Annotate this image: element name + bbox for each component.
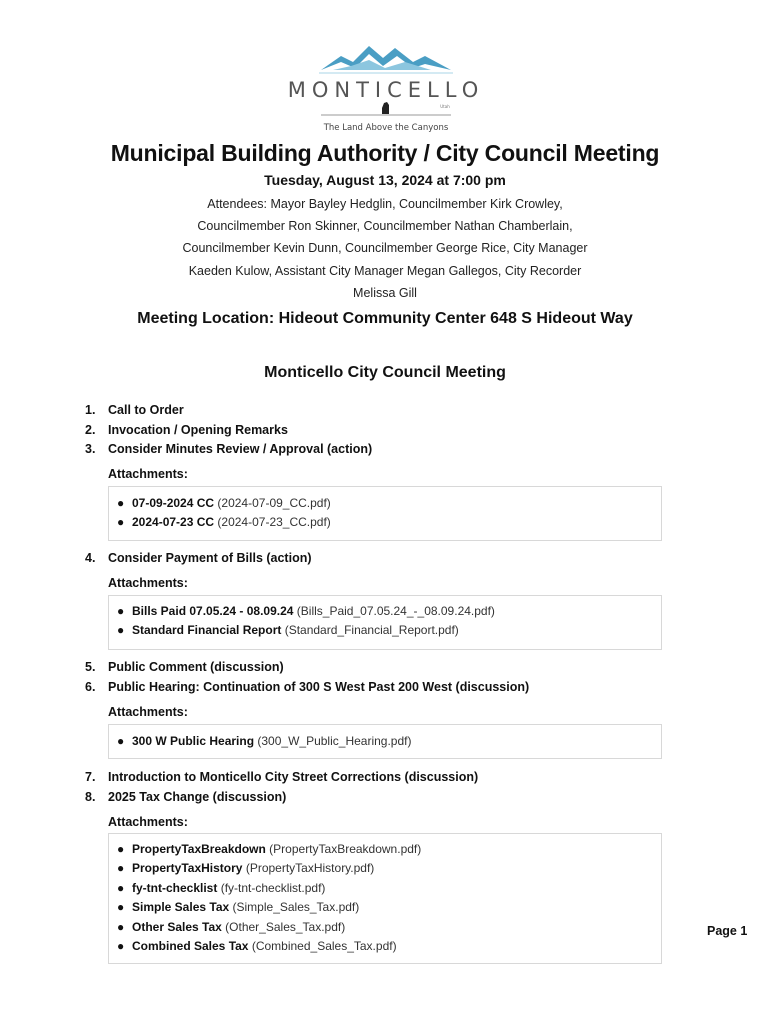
attendees-line: Kaeden Kulow, Assistant City Manager Megan Gallegos, City Recorder (188, 263, 582, 278)
attachment-file: (Other_Sales_Tax.pdf) (225, 919, 346, 934)
attachments-box (108, 486, 662, 541)
bullet-icon: ● (117, 604, 125, 618)
agenda-item (85, 680, 529, 694)
attachment-file: (Standard_Financial_Report.pdf) (284, 623, 459, 638)
monticello-logo (287, 40, 485, 135)
attachment-item[interactable] (109, 840, 661, 859)
bullet-icon: ● (117, 496, 125, 510)
attachment-file: (300_W_Public_Hearing.pdf) (257, 734, 412, 748)
agenda-text: Public Comment (discussion) (108, 660, 284, 674)
attachment-item[interactable] (109, 602, 661, 621)
agenda-number: 6. (85, 680, 96, 694)
attachment-item[interactable] (109, 513, 661, 532)
attachment-item[interactable] (109, 898, 661, 917)
agenda-text: Consider Payment of Bills (action) (108, 551, 312, 565)
logo-tagline: The Land Above the Canyons (323, 123, 449, 133)
attachments-label: Attachments: (108, 467, 188, 481)
attachment-name: fy-tnt-checklist (132, 880, 218, 895)
agenda-text: Call to Order (108, 403, 184, 417)
attachment-file: (2024-07-23_CC.pdf) (217, 515, 331, 530)
section-title: Monticello City Council Meeting (264, 364, 506, 381)
attachment-item[interactable] (109, 937, 661, 956)
page-number: Page 1 (707, 924, 748, 938)
attendees-line: Attendees: Mayor Bayley Hedglin, Councilmember Kirk Crowley, (207, 197, 563, 211)
logo-state: Utah (440, 104, 450, 109)
agenda-item (85, 551, 312, 565)
attachment-name: Simple Sales Tax (132, 900, 230, 915)
bullet-icon: ● (117, 861, 125, 876)
attendees-line: Councilmember Kevin Dunn, Councilmember George Rice, City Manager (182, 241, 588, 256)
attachments-box (108, 595, 662, 650)
mountain-logo-icon (287, 40, 485, 135)
agenda-number: 1. (85, 403, 96, 417)
agenda-number: 8. (85, 790, 96, 804)
attachment-item[interactable] (109, 918, 661, 937)
bullet-icon: ● (117, 842, 125, 856)
attachments-label: Attachments: (108, 815, 188, 829)
attachment-item[interactable] (109, 732, 661, 751)
agenda-number: 5. (85, 660, 96, 674)
attachment-name: Standard Financial Report (132, 623, 282, 638)
attachment-item[interactable] (109, 879, 661, 898)
agenda-text: Consider Minutes Review / Approval (action) (108, 442, 373, 456)
bullet-icon: ● (117, 880, 125, 895)
attachment-name: 300 W Public Hearing (132, 734, 255, 748)
agenda-text: 2025 Tax Change (discussion) (108, 790, 287, 804)
attendees-line: Melissa Gill (353, 285, 417, 300)
bullet-icon: ● (117, 919, 125, 934)
agenda-item (85, 790, 286, 804)
attachment-file: (PropertyTaxBreakdown.pdf) (269, 842, 422, 856)
attachments-box (108, 724, 662, 759)
bullet-icon: ● (117, 515, 125, 530)
attachments-box (108, 833, 662, 964)
agenda-text: Introduction to Monticello City Street Corrections (discussion) (108, 770, 479, 784)
attachments-label: Attachments: (108, 705, 188, 719)
agenda-item (85, 442, 372, 456)
agenda-number: 2. (85, 423, 96, 437)
agenda-item (85, 403, 184, 417)
logo-name: MONTICELLO (287, 78, 485, 102)
meeting-date: Tuesday, August 13, 2024 at 7:00 pm (264, 172, 506, 188)
attachment-name: PropertyTaxHistory (132, 861, 243, 876)
meeting-title: Municipal Building Authority / City Council Meeting (110, 140, 660, 166)
attachment-name: Other Sales Tax (132, 919, 222, 934)
attachments-label: Attachments: (108, 576, 188, 590)
agenda-text: Public Hearing: Continuation of 300 S West Past 200 West (discussion) (108, 680, 530, 694)
attachment-item[interactable] (109, 621, 661, 640)
attachment-file: (Combined_Sales_Tax.pdf) (251, 938, 397, 953)
agenda-text: Invocation / Opening Remarks (108, 423, 288, 437)
agenda-number: 4. (85, 551, 96, 565)
attachment-name: 2024-07-23 CC (132, 515, 215, 530)
attachment-name: Combined Sales Tax (132, 938, 249, 953)
attachment-file: (2024-07-09_CC.pdf) (217, 496, 331, 510)
agenda-item (85, 660, 284, 674)
attachment-item[interactable] (109, 494, 661, 513)
bullet-icon: ● (117, 734, 125, 748)
agenda-item (85, 423, 288, 437)
attachment-item[interactable] (109, 859, 661, 878)
agenda-item (85, 770, 478, 784)
attachment-file: (PropertyTaxHistory.pdf) (245, 861, 375, 876)
attendees (170, 193, 600, 304)
bullet-icon: ● (117, 900, 125, 915)
attachment-name: Bills Paid 07.05.24 - 08.09.24 (132, 604, 294, 618)
bullet-icon: ● (117, 938, 125, 953)
bullet-icon: ● (117, 623, 125, 638)
attachment-name: 07-09-2024 CC (132, 496, 215, 510)
attachment-file: (Bills_Paid_07.05.24_-_08.09.24.pdf) (296, 604, 495, 618)
agenda-number: 3. (85, 442, 96, 456)
attachment-name: PropertyTaxBreakdown (132, 842, 266, 856)
agenda-number: 7. (85, 770, 96, 784)
attachment-file: (fy-tnt-checklist.pdf) (220, 880, 326, 895)
attendees-line: Councilmember Ron Skinner, Councilmember Nathan Chamberlain, (197, 219, 573, 234)
meeting-location: Meeting Location: Hideout Community Center 648 S Hideout Way (137, 310, 633, 327)
attachment-file: (Simple_Sales_Tax.pdf) (232, 900, 360, 915)
